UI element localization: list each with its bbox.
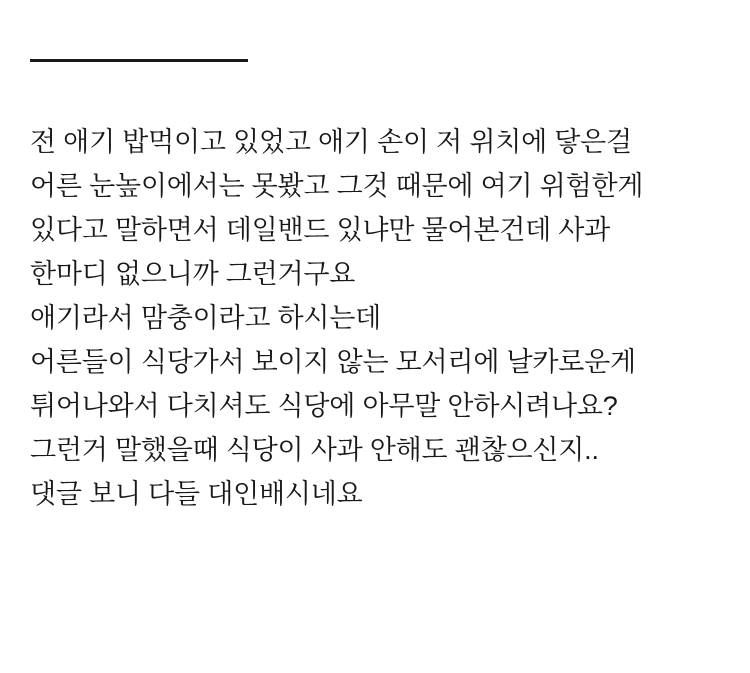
text-line-1: 전 애기 밥먹이고 있었고 애기 손이 저 위치에 닿은걸 [30, 127, 632, 157]
text-line-3: 있다고 말하면서 데일밴드 있냐만 물어본건데 사과 [30, 215, 611, 245]
post-text-body [30, 120, 720, 516]
horizontal-divider-row [30, 30, 720, 90]
text-line-5: 애기라서 맘충이라고 하시는데 [30, 303, 382, 333]
text-line-6: 어른들이 식당가서 보이지 않는 모서리에 날카로운게 [30, 347, 636, 377]
text-line-8: 그런거 말했을때 식당이 사과 안해도 괜찮으신지.. [30, 435, 599, 465]
horizontal-divider [30, 59, 248, 62]
text-line-7: 튀어나와서 다치셔도 식당에 아무말 안하시려나요? [30, 391, 618, 421]
text-line-9: 댓글 보니 다들 대인배시네요 [30, 479, 363, 509]
text-line-2: 어른 눈높이에서는 못봤고 그것 때문에 여기 위험한게 [30, 171, 644, 201]
text-line-4: 한마디 없으니까 그런거구요 [30, 259, 356, 289]
